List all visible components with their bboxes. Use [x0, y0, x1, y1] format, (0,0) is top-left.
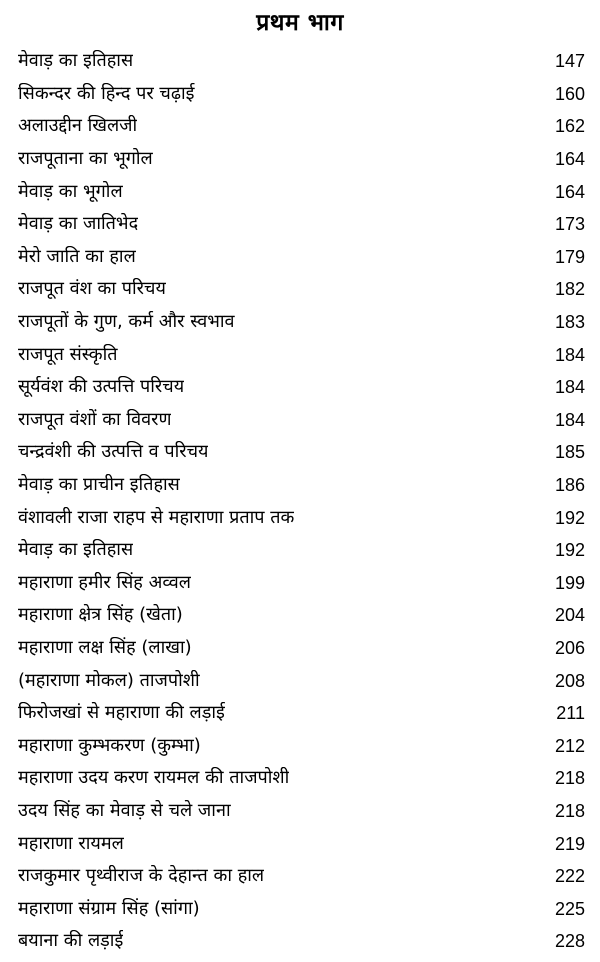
toc-entry-title: महाराणा उदय करण रायमल की ताजपोशी — [18, 767, 290, 789]
toc-entry — [18, 892, 585, 925]
toc-entry-title: मेवाड़ का जातिभेद — [18, 213, 139, 235]
toc-entry-title: बयाना की लड़ाई — [18, 930, 124, 952]
toc-entry-title: राजपूत वंश का परिचय — [18, 278, 166, 300]
toc-entry — [18, 110, 585, 143]
toc-entry-page-number: 218 — [554, 800, 585, 821]
toc-entry-page-number: 225 — [554, 898, 585, 919]
toc-entry — [18, 795, 585, 828]
toc-entry-page-number: 199 — [554, 572, 585, 593]
toc-entry-title: मेवाड़ का इतिहास — [18, 539, 134, 561]
toc-entry-title: महाराणा संग्राम सिंह (सांगा) — [18, 897, 200, 919]
toc-entry-page-number: 183 — [554, 312, 585, 333]
toc-entry-page-number: 186 — [554, 475, 585, 496]
toc-entry — [18, 762, 585, 795]
toc-entry — [18, 436, 585, 469]
toc-entry — [18, 306, 585, 339]
toc-entry-title: अलाउद्दीन खिलजी — [18, 115, 138, 137]
toc-entry-page-number: 228 — [554, 931, 585, 952]
toc-entry-page-number: 211 — [556, 703, 585, 724]
toc-entry — [18, 632, 585, 665]
toc-entry-page-number: 185 — [554, 442, 585, 463]
toc-entry — [18, 404, 585, 437]
toc-entry — [18, 143, 585, 176]
toc-entry — [18, 925, 585, 958]
toc-entry-title: महाराणा हमीर सिंह अव्वल — [18, 571, 191, 593]
toc-entry-page-number: 206 — [554, 637, 585, 658]
toc-entry-title: महाराणा क्षेत्र सिंह (खेता) — [18, 604, 183, 626]
toc-entry — [18, 501, 585, 534]
toc-entry-title: सिकन्दर की हिन्द पर चढ़ाई — [18, 82, 195, 104]
toc-entry-title: उदय सिंह का मेवाड़ से चले जाना — [18, 799, 231, 821]
toc-entry-title: मेरो जाति का हाल — [18, 245, 136, 267]
toc-entry-page-number: 173 — [554, 214, 585, 235]
toc-entry-title: राजपूताना का भूगोल — [18, 148, 153, 170]
toc-entry-title: फिरोजखां से महाराणा की लड़ाई — [18, 702, 225, 724]
toc-entry — [18, 534, 585, 567]
toc-entry-title: राजकुमार पृथ्वीराज के देहान्त का हाल — [18, 865, 265, 887]
toc-entry-title: वंशावली राजा राहप से महाराणा प्रताप तक — [18, 506, 295, 528]
toc-entry — [18, 729, 585, 762]
toc-entry-title: महाराणा रायमल — [18, 832, 124, 854]
toc-entry — [18, 860, 585, 893]
toc-entry-page-number: 179 — [554, 246, 585, 267]
toc-entry-title: मेवाड़ का भूगोल — [18, 180, 123, 202]
toc-entry-page-number: 147 — [554, 51, 585, 72]
toc-entry-title: मेवाड़ का इतिहास — [18, 50, 134, 72]
toc-entry — [18, 567, 585, 600]
toc-entry-page-number: 212 — [554, 735, 585, 756]
toc-entry-title: मेवाड़ का प्राचीन इतिहास — [18, 474, 180, 496]
toc-entry-page-number: 164 — [554, 149, 585, 170]
toc-entry-page-number: 218 — [554, 768, 585, 789]
toc-entry-page-number: 184 — [554, 377, 585, 398]
toc-entry-page-number: 204 — [554, 605, 585, 626]
toc-entry-title: राजपूत संस्कृति — [18, 343, 118, 365]
toc-entry — [18, 371, 585, 404]
toc-entry-page-number: 208 — [554, 670, 585, 691]
toc-entry-page-number: 182 — [554, 279, 585, 300]
toc-entry-page-number: 184 — [554, 344, 585, 365]
toc-entry-page-number: 184 — [554, 409, 585, 430]
toc-entry-page-number: 222 — [554, 866, 585, 887]
toc-entry — [18, 599, 585, 632]
toc-entry-title: महाराणा लक्ष सिंह (लाखा) — [18, 636, 192, 658]
toc-entry-title: राजपूतों के गुण, कर्म और स्वभाव — [18, 311, 235, 333]
toc-entry-title: महाराणा कुम्भकरण (कुम्भा) — [18, 734, 201, 756]
toc-list — [18, 45, 585, 958]
toc-entry — [18, 175, 585, 208]
toc-entry — [18, 697, 585, 730]
toc-entry-title: सूर्यवंश की उत्पत्ति परिचय — [18, 376, 185, 398]
toc-entry-title: चन्द्रवंशी की उत्पत्ति व परिचय — [18, 441, 209, 463]
toc-entry — [18, 338, 585, 371]
toc-entry-title: (महाराणा मोकल) ताजपोशी — [18, 669, 200, 691]
toc-entry-page-number: 164 — [554, 181, 585, 202]
toc-entry — [18, 78, 585, 111]
toc-entry — [18, 241, 585, 274]
toc-entry — [18, 45, 585, 78]
toc-entry — [18, 469, 585, 502]
toc-entry — [18, 664, 585, 697]
toc-entry-page-number: 192 — [554, 540, 585, 561]
toc-entry — [18, 208, 585, 241]
toc-entry-page-number: 160 — [554, 83, 585, 104]
toc-entry-page-number: 192 — [554, 507, 585, 528]
toc-entry-page-number: 162 — [554, 116, 585, 137]
toc-entry — [18, 273, 585, 306]
toc-entry-page-number: 219 — [554, 833, 585, 854]
section-heading: प्रथम भाग — [256, 10, 344, 36]
toc-entry — [18, 827, 585, 860]
toc-entry-title: राजपूत वंशों का विवरण — [18, 408, 172, 430]
